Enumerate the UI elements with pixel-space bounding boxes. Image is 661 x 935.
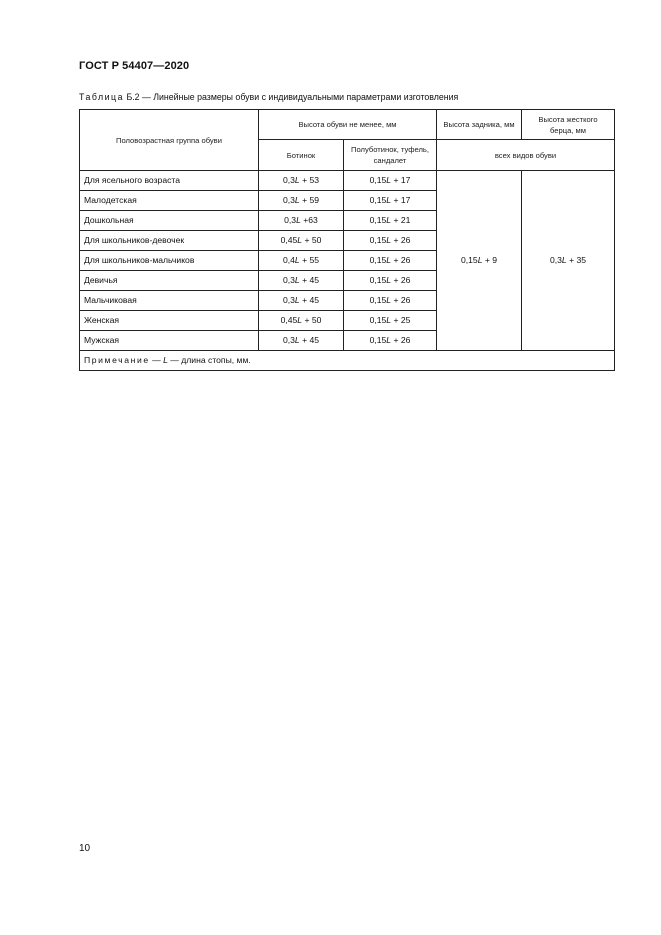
cell-half-boots-num: 0,15 <box>369 195 387 205</box>
cell-boots-num: 0,3 <box>282 275 295 285</box>
cell-boots-num: 0,3 <box>282 195 295 205</box>
cell-boots <box>259 271 344 291</box>
cell-boots-num: 0,3 <box>282 335 295 345</box>
cell-group: Малодетская <box>80 191 259 211</box>
cell-half-boots-rest: + 26 <box>391 255 411 265</box>
note-variable: L <box>163 355 168 365</box>
cell-boots-num: 0,45 <box>280 235 298 245</box>
cell-half-boots-rest: + 26 <box>391 235 411 245</box>
cell-boots <box>259 231 344 251</box>
cell-boots <box>259 211 344 231</box>
cell-group: Мальчиковая <box>80 291 259 311</box>
cell-half-boots-num: 0,15 <box>369 335 387 345</box>
cell-half-boots-rest: + 26 <box>391 295 411 305</box>
cell-half-boots-num: 0,15 <box>369 295 387 305</box>
cell-group: Девичья <box>80 271 259 291</box>
cell-boots-rest: + 45 <box>299 335 320 345</box>
header-all-types: всех видов обуви <box>437 140 615 171</box>
cell-group: Для школьников-мальчиков <box>80 251 259 271</box>
cell-half-boots-var: L <box>386 195 392 205</box>
cell-hard-top-height <box>522 171 615 351</box>
cell-boots-var: L <box>294 195 300 205</box>
cell-boots-rest: + 45 <box>299 295 320 305</box>
cell-boots-num: 0,45 <box>280 315 298 325</box>
cell-boots-rest: + 50 <box>302 235 322 245</box>
cell-boots-var: L <box>296 215 301 225</box>
cell-half-boots-rest: + 25 <box>391 315 411 325</box>
cell-half-boots <box>344 291 437 311</box>
cell-half-boots <box>344 331 437 351</box>
header-hard-top-height: Высота жесткого берца, мм <box>522 110 615 140</box>
cell-half-boots-var: L <box>386 275 392 285</box>
cell-half-boots <box>344 231 437 251</box>
cell-half-boots-var: L <box>386 255 392 265</box>
cell-hard-top-height-num: 0,3 <box>549 255 562 265</box>
table-caption-text: Б.2 — Линейные размеры обуви с индивидуальными параметрами изготовления <box>124 92 459 102</box>
cell-half-boots-var: L <box>386 335 392 345</box>
cell-half-boots-var: L <box>386 175 392 185</box>
table-header-row-1 <box>80 110 615 140</box>
note-dash: — <box>149 355 164 365</box>
cell-group: Для ясельного возраста <box>80 171 259 191</box>
cell-boots-var: L <box>297 315 303 325</box>
cell-half-boots <box>344 311 437 331</box>
cell-half-boots-var: L <box>386 295 392 305</box>
cell-boots-var: L <box>294 335 300 345</box>
shoe-dimensions-table <box>79 109 615 371</box>
table-note-row <box>80 351 615 371</box>
cell-boots-rest: + 45 <box>299 275 320 285</box>
cell-half-boots-var: L <box>386 235 392 245</box>
page-header-standard-code: ГОСТ Р 54407—2020 <box>79 60 190 72</box>
cell-boots-var: L <box>294 275 300 285</box>
cell-heel-height-num: 0,15 <box>460 255 478 265</box>
header-height-min: Высота обуви не менее, мм <box>259 110 437 140</box>
cell-half-boots-rest: + 26 <box>391 275 411 285</box>
cell-boots <box>259 251 344 271</box>
cell-group: Для школьников-девочек <box>80 231 259 251</box>
cell-half-boots-num: 0,15 <box>369 175 387 185</box>
cell-half-boots-rest: + 21 <box>391 215 411 225</box>
cell-boots-rest: + 50 <box>302 315 322 325</box>
cell-hard-top-height-var: L <box>561 255 567 265</box>
cell-half-boots <box>344 251 437 271</box>
cell-boots-rest: + 55 <box>299 255 320 265</box>
cell-group: Дошкольная <box>80 211 259 231</box>
cell-boots-rest: + 59 <box>299 195 320 205</box>
cell-boots <box>259 191 344 211</box>
header-group: Половозрастная группа обуви <box>80 110 259 171</box>
cell-half-boots-num: 0,15 <box>369 255 387 265</box>
cell-boots-var: L <box>294 175 300 185</box>
cell-half-boots-var: L <box>386 315 392 325</box>
note-text: — длина стопы, мм. <box>167 355 251 365</box>
cell-boots <box>259 291 344 311</box>
cell-group: Мужская <box>80 331 259 351</box>
table-note <box>80 351 615 371</box>
cell-boots <box>259 331 344 351</box>
header-half-boots: Полуботинок, туфель, сандалет <box>344 140 437 171</box>
cell-hard-top-height-rest: + 35 <box>566 255 587 265</box>
cell-half-boots <box>344 271 437 291</box>
cell-half-boots-rest: + 17 <box>391 175 411 185</box>
cell-boots-var: L <box>297 235 303 245</box>
cell-group: Женская <box>80 311 259 331</box>
cell-boots-num: 0,3 <box>282 295 295 305</box>
cell-heel-height-var: L <box>477 255 483 265</box>
cell-boots-rest: +63 <box>300 215 318 225</box>
cell-half-boots-num: 0,15 <box>369 235 387 245</box>
cell-boots-num: 0,3 <box>284 215 297 225</box>
cell-half-boots-var: L <box>386 215 392 225</box>
cell-half-boots-num: 0,15 <box>369 315 387 325</box>
table-caption <box>79 92 458 102</box>
cell-half-boots <box>344 171 437 191</box>
cell-half-boots-num: 0,15 <box>369 275 387 285</box>
cell-half-boots-rest: + 17 <box>391 195 411 205</box>
cell-boots-var: L <box>294 295 300 305</box>
cell-half-boots <box>344 211 437 231</box>
cell-boots <box>259 171 344 191</box>
table-row <box>80 171 615 191</box>
cell-heel-height-rest: + 9 <box>482 255 498 265</box>
cell-half-boots-num: 0,15 <box>369 215 387 225</box>
cell-boots-num: 0,4 <box>282 255 295 265</box>
cell-boots-num: 0,3 <box>282 175 295 185</box>
page-number: 10 <box>79 843 91 854</box>
cell-half-boots <box>344 191 437 211</box>
cell-boots-rest: + 53 <box>299 175 320 185</box>
cell-heel-height <box>437 171 522 351</box>
table-caption-label: Таблица <box>79 92 124 102</box>
cell-boots-var: L <box>294 255 300 265</box>
header-heel-height: Высота задника, мм <box>437 110 522 140</box>
cell-boots <box>259 311 344 331</box>
cell-half-boots-rest: + 26 <box>391 335 411 345</box>
note-label: Примечание <box>84 355 150 365</box>
header-boots: Ботинок <box>259 140 344 171</box>
